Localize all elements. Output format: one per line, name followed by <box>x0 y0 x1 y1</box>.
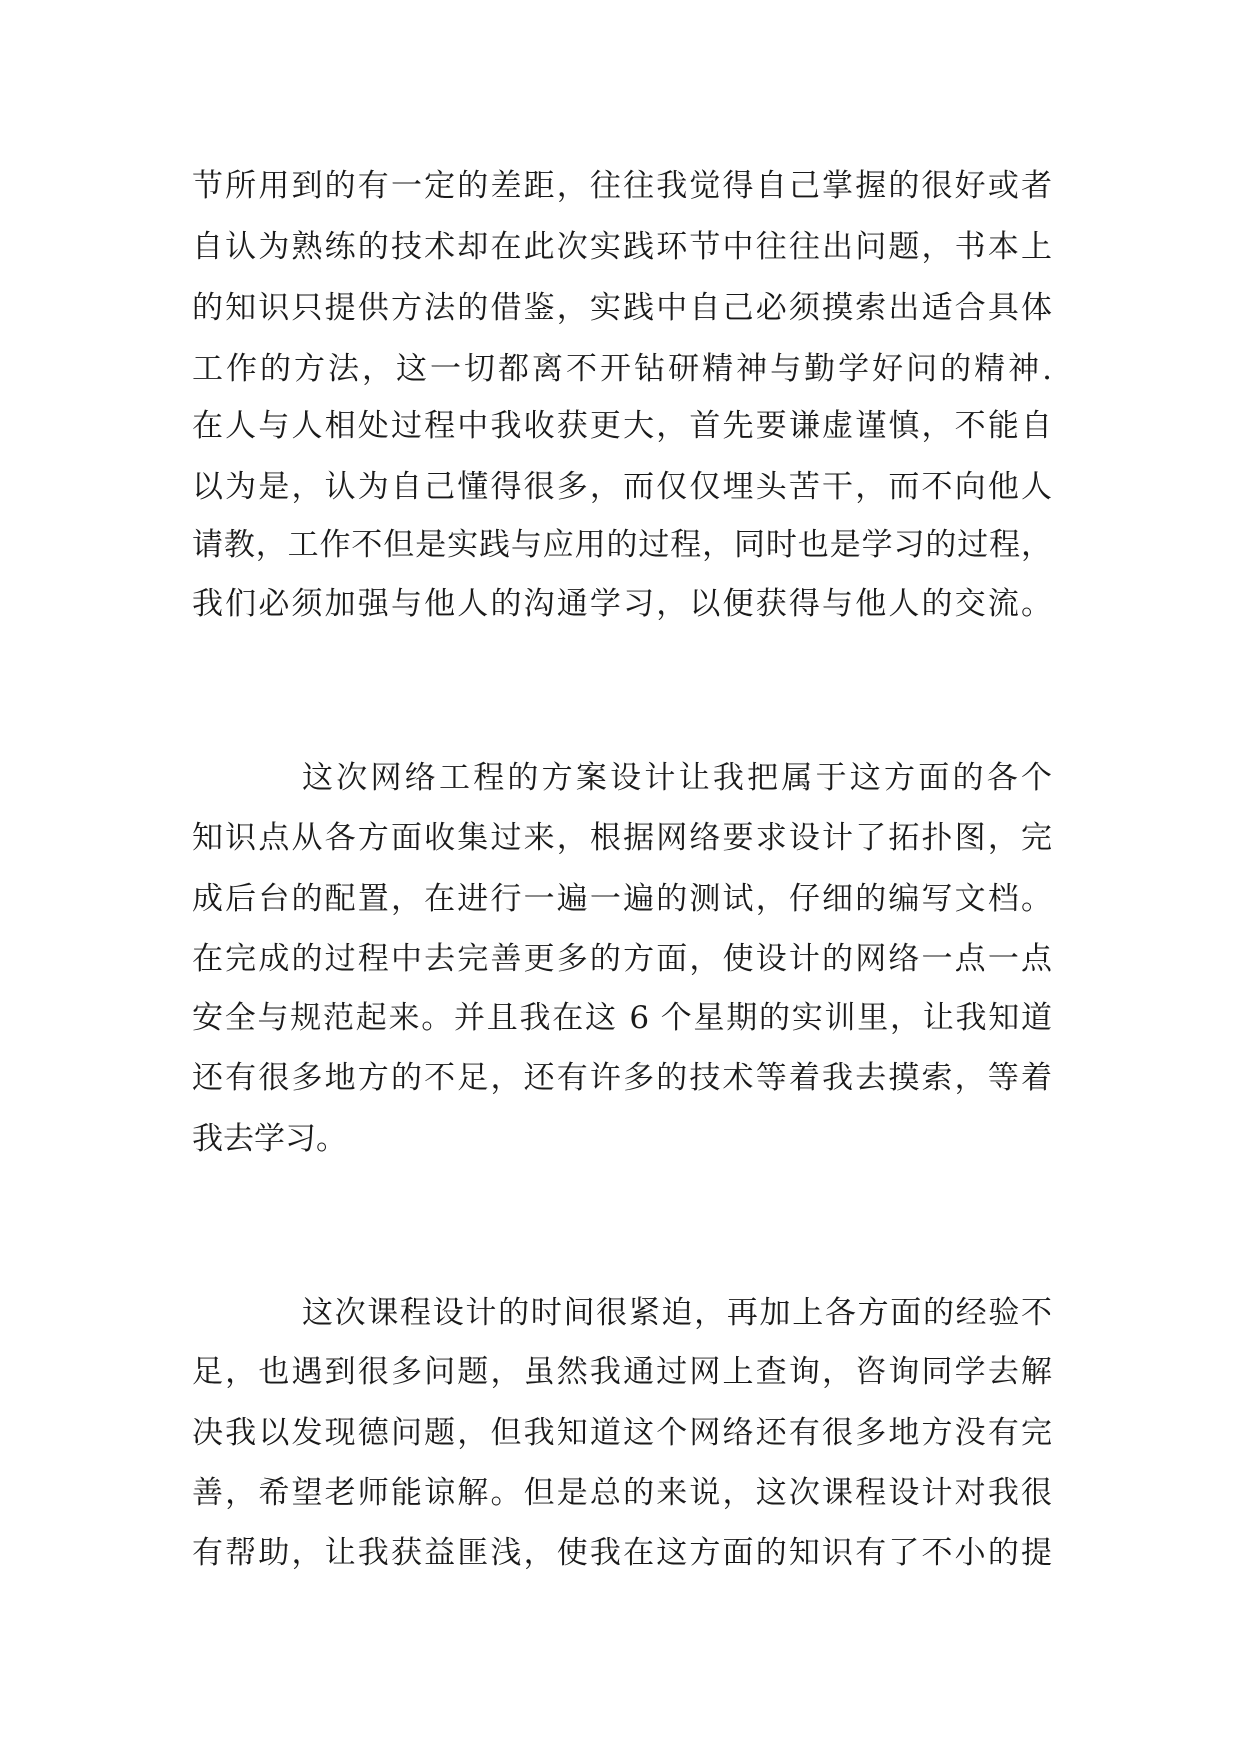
paragraph-2-line-2: 知识点从各方面收集过来，根据网络要求设计了拓扑图，完 <box>192 820 1052 856</box>
paragraph-1-line-7: 请教，工作不但是实践与应用的过程，同时也是学习的过程， <box>192 527 1052 563</box>
paragraph-3-line-1: 这次课程设计的时间很紧迫，再加上各方面的经验不 <box>302 1295 1052 1331</box>
paragraph-2-line-4: 在完成的过程中去完善更多的方面，使设计的网络一点一点 <box>192 941 1052 977</box>
paragraph-1-line-6: 以为是，认为自己懂得很多，而仅仅埋头苦干，而不向他人 <box>192 469 1052 505</box>
paragraph-3-line-2: 足，也遇到很多问题，虽然我通过网上查询，咨询同学去解 <box>192 1354 1052 1390</box>
paragraph-1-line-3: 的知识只提供方法的借鉴，实践中自己必须摸索出适合具体 <box>192 290 1052 326</box>
paragraph-3-line-3: 决我以发现德问题，但我知道这个网络还有很多地方没有完 <box>192 1415 1052 1451</box>
paragraph-1-line-4: 工作的方法，这一切都离不开钻研精神与勤学好问的精神. <box>192 351 1052 387</box>
paragraph-1-line-5: 在人与人相处过程中我收获更大，首先要谦虚谨慎，不能自 <box>192 408 1052 444</box>
paragraph-2-line-6: 还有很多地方的不足，还有许多的技术等着我去摸索，等着 <box>192 1060 1052 1096</box>
paragraph-3-line-5: 有帮助，让我获益匪浅，使我在这方面的知识有了不小的提 <box>192 1535 1052 1571</box>
paragraph-2-line-1: 这次网络工程的方案设计让我把属于这方面的各个 <box>302 760 1052 796</box>
paragraph-2-line-3: 成后台的配置，在进行一遍一遍的测试，仔细的编写文档。 <box>192 881 1052 917</box>
paragraph-1-line-2: 自认为熟练的技术却在此次实践环节中往往出问题，书本上 <box>192 229 1052 265</box>
paragraph-2-line-7: 我去学习。 <box>192 1121 347 1157</box>
paragraph-1-line-1: 节所用到的有一定的差距，往往我觉得自己掌握的很好或者 <box>192 168 1052 204</box>
paragraph-1-line-8: 我们必须加强与他人的沟通学习，以便获得与他人的交流。 <box>192 586 1052 622</box>
paragraph-3-line-4: 善，希望老师能谅解。但是总的来说，这次课程设计对我很 <box>192 1475 1052 1511</box>
paragraph-2-line-5: 安全与规范起来。并且我在这 6 个星期的实训里，让我知道 <box>192 1000 1052 1036</box>
